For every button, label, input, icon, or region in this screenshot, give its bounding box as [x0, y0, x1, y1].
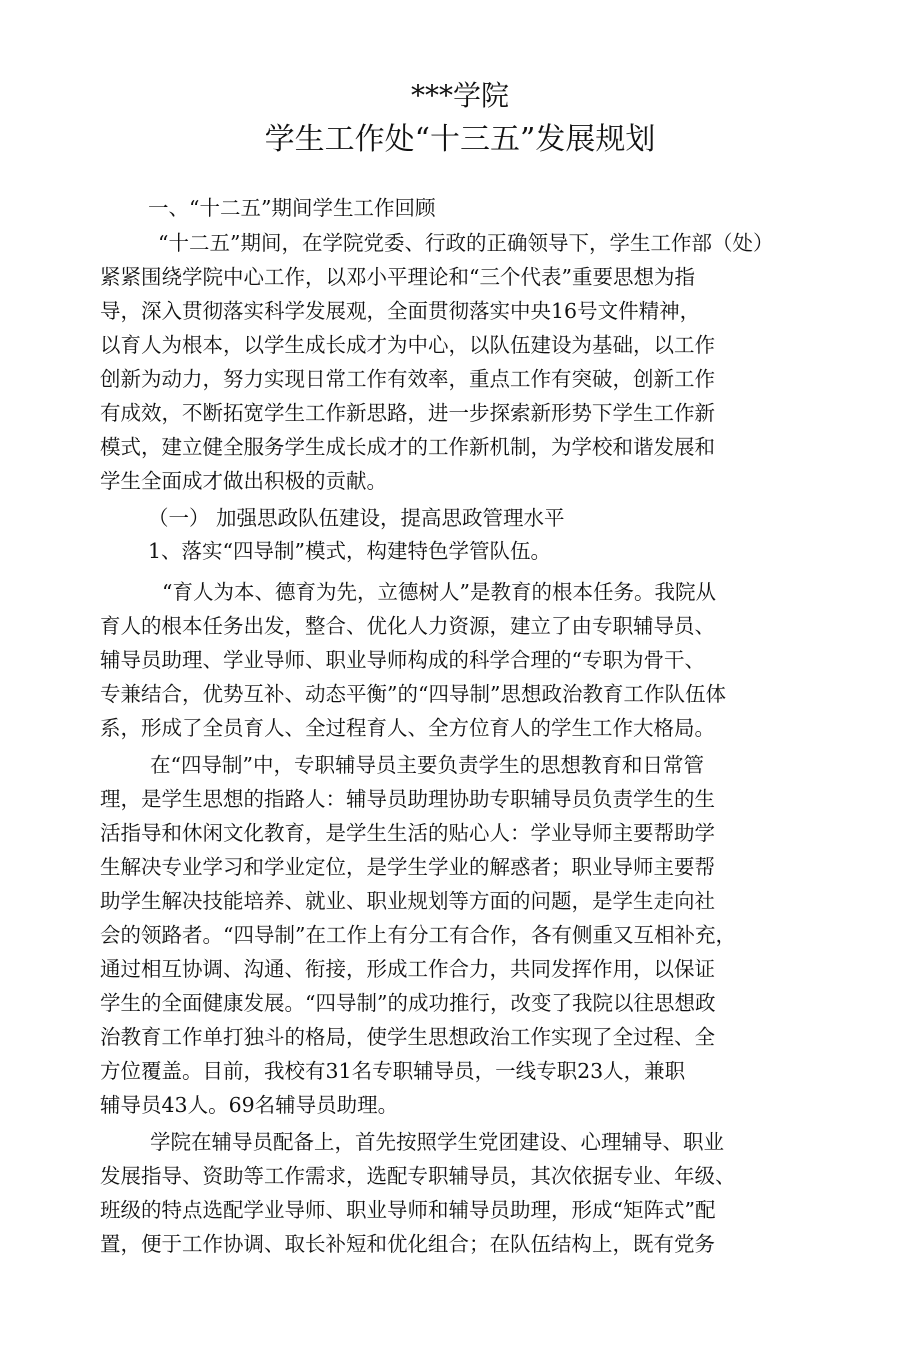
- section-heading: 一、“十二五”期间学生工作回顾: [148, 196, 436, 220]
- paragraph-line: 置，便于工作协调、取长补短和优化组合；在队伍结构上，既有党务: [100, 1232, 715, 1256]
- plan-title: 学生工作处“十三五”发展规划: [264, 122, 656, 157]
- paragraph-line: 助学生解决技能培养、就业、职业规划等方面的问题，是学生走向社: [100, 889, 715, 913]
- paragraph-line: 班级的特点选配学业导师、职业导师和辅导员助理，形成“矩阵式”配: [100, 1198, 716, 1222]
- paragraph-line: 发展指导、资助等工作需求，选配专职辅导员，其次依据专业、年级、: [100, 1164, 736, 1188]
- paragraph-line: “育人为本、德育为先，立德树人”是教育的根本任务。我院从: [162, 580, 716, 604]
- paragraph-line: 学院在辅导员配备上，首先按照学生党团建设、心理辅导、职业: [150, 1130, 724, 1154]
- paragraph-line: 会的领路者。“四导制”在工作上有分工有合作，各有侧重又互相补充，: [100, 923, 736, 947]
- paragraph-line: 育人的根本任务出发，整合、优化人力资源，建立了由专职辅导员、: [100, 614, 715, 638]
- paragraph-line: 辅导员43人。69名辅导员助理。: [100, 1093, 399, 1117]
- paragraph-line: 有成效，不断拓宽学生工作新思路，进一步探索新形势下学生工作新: [100, 401, 715, 425]
- paragraph-line: “十二五”期间，在学院党委、行政的正确领导下，学生工作部（处）: [158, 231, 774, 255]
- subsection-heading: （一） 加强思政队伍建设，提高思政管理水平: [148, 506, 565, 530]
- paragraph-line: 通过相互协调、沟通、衔接，形成工作合力，共同发挥作用，以保证: [100, 957, 715, 981]
- paragraph-line: 模式，建立健全服务学生成长成才的工作新机制，为学校和谐发展和: [100, 435, 715, 459]
- paragraph-line: 学生的全面健康发展。“四导制”的成功推行，改变了我院以往思想政: [100, 991, 716, 1015]
- paragraph-line: 紧紧围绕学院中心工作，以邓小平理论和“三个代表”重要思想为指: [100, 265, 695, 289]
- paragraph-line: 辅导员助理、学业导师、职业导师构成的科学合理的“专职为骨干、: [100, 648, 705, 672]
- paragraph-line: 专兼结合，优势互补、动态平衡”的“四导制”思想政治教育工作队伍体: [100, 682, 726, 706]
- paragraph-line: 创新为动力，努力实现日常工作有效率，重点工作有突破，创新工作: [100, 367, 715, 391]
- item-heading: 1、落实“四导制”模式，构建特色学管队伍。: [148, 539, 552, 563]
- paragraph-line: 以育人为根本，以学生成长成才为中心，以队伍建设为基础，以工作: [100, 333, 715, 357]
- paragraph-line: 学生全面成才做出积极的贡献。: [100, 469, 387, 493]
- paragraph-line: 生解决专业学习和学业定位，是学生学业的解惑者；职业导师主要帮: [100, 855, 715, 879]
- paragraph-line: 活指导和休闲文化教育，是学生生活的贴心人：学业导师主要帮助学: [100, 821, 715, 845]
- paragraph-line: 治教育工作单打独斗的格局，使学生思想政治工作实现了全过程、全: [100, 1025, 715, 1049]
- paragraph-line: 理，是学生思想的指路人：辅导员助理协助专职辅导员负责学生的生: [100, 787, 715, 811]
- institution-title: ***学院: [410, 79, 509, 112]
- paragraph-line: 导，深入贯彻落实科学发展观，全面贯彻落实中央16号文件精神，: [100, 299, 701, 323]
- paragraph-line: 方位覆盖。目前，我校有31名专职辅导员，一线专职23人，兼职: [100, 1059, 686, 1083]
- paragraph-line: 系，形成了全员育人、全过程育人、全方位育人的学生工作大格局。: [100, 716, 715, 740]
- paragraph-line: 在“四导制”中，专职辅导员主要负责学生的思想教育和日常管: [150, 753, 704, 777]
